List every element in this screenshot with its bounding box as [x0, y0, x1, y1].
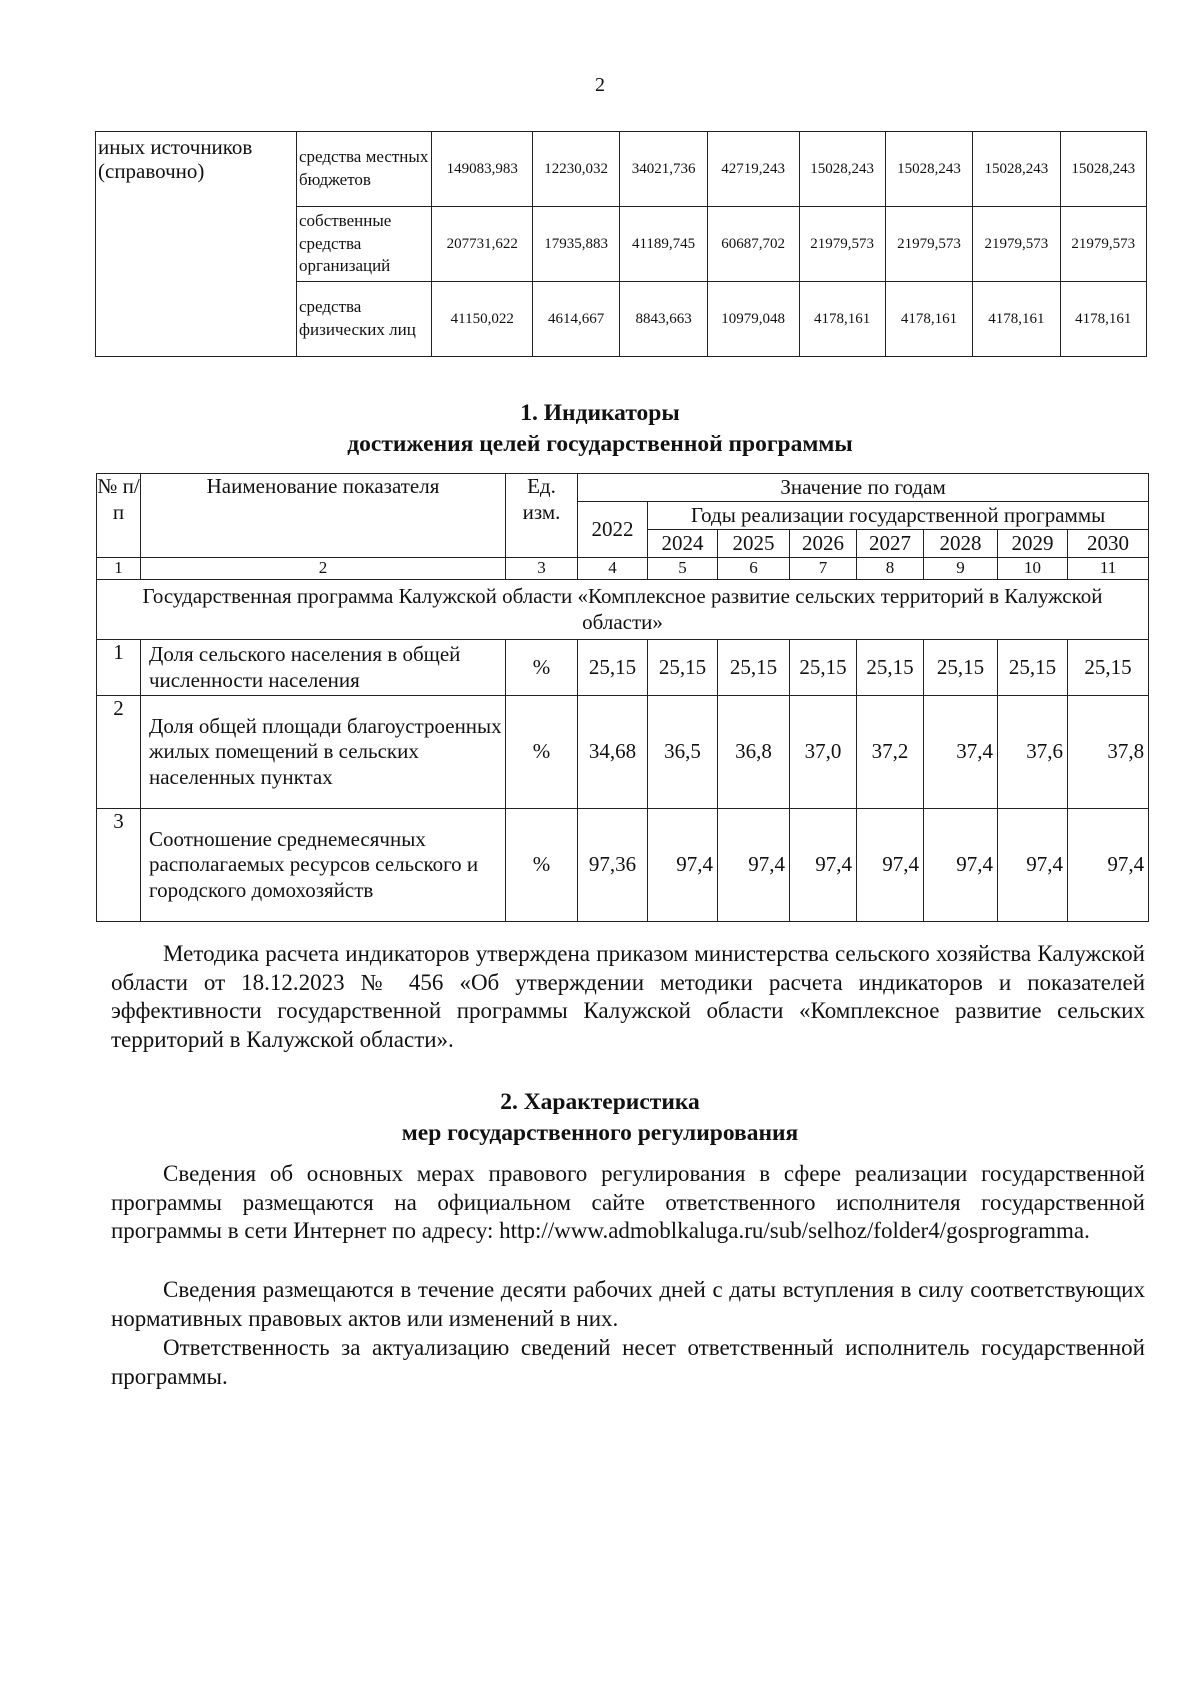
header-year: 2030	[1068, 530, 1149, 558]
row-value: 25,15	[718, 640, 790, 696]
row-value: 37,4	[924, 696, 998, 809]
table-row	[97, 696, 1149, 809]
funding-cell: 41150,022	[432, 282, 533, 357]
funding-cell: 10979,048	[707, 282, 799, 357]
header-values-by-year: Значение по годам	[578, 474, 1149, 502]
row-value: 36,8	[718, 696, 790, 809]
column-number: 6	[718, 558, 790, 580]
row-name: Доля сельского населения в общей численности населения	[141, 640, 506, 696]
funding-cell: 60687,702	[707, 207, 799, 282]
funding-row-label: средства физических лиц	[297, 282, 432, 357]
row-value: 34,68	[578, 696, 648, 809]
program-title: Государственная программа Калужской области «Комплексное развитие сельских территорий в Калужской области»	[97, 580, 1149, 640]
funding-cell: 4614,667	[532, 282, 619, 357]
row-value: 37,8	[1068, 696, 1149, 809]
row-value: 97,4	[857, 809, 924, 922]
row-value: 37,2	[857, 696, 924, 809]
row-value: 25,15	[998, 640, 1068, 696]
funding-table	[95, 131, 1147, 357]
header-year: 2029	[998, 530, 1068, 558]
column-number: 10	[998, 558, 1068, 580]
funding-cell: 4178,161	[973, 282, 1060, 357]
row-value: 25,15	[790, 640, 857, 696]
row-unit: %	[506, 640, 578, 696]
page-number: 2	[595, 74, 605, 96]
column-number: 2	[141, 558, 506, 580]
row-value: 25,15	[857, 640, 924, 696]
funding-cell: 207731,622	[432, 207, 533, 282]
table-row	[97, 809, 1149, 922]
row-unit: %	[506, 809, 578, 922]
column-number: 7	[790, 558, 857, 580]
row-value: 97,4	[718, 809, 790, 922]
funding-cell: 15028,243	[973, 132, 1060, 207]
row-value: 25,15	[1068, 640, 1149, 696]
method-paragraph: Методика расчета индикаторов утверждена приказом министерства сельского хозяйства Калужской области от 18.12.2023 № 456 «Об утверждении методики расчета индикаторов и показателей эффективности государственной программы Калужской области «Комплексное развитие сельских территорий в Калужской области».	[111, 941, 1145, 1052]
funding-source-label: иных источников (справочно)	[96, 132, 297, 357]
funding-cell: 21979,573	[1060, 207, 1146, 282]
funding-cell: 21979,573	[973, 207, 1060, 282]
row-name: Соотношение среднемесячных располагаемых ресурсов сельского и городского домохозяйств	[141, 809, 506, 922]
header-year: 2024	[648, 530, 718, 558]
publication-paragraph: Сведения размещаются в течение десяти рабочих дней с даты вступления в силу соответствующих нормативных правовых актов или изменений в них.	[111, 1277, 1145, 1331]
row-num: 2	[97, 696, 141, 809]
header-num: № п/п	[97, 474, 141, 558]
row-num: 1	[97, 640, 141, 696]
funding-row-label: собственные средства организаций	[297, 207, 432, 282]
regulation-paragraph: Сведения об основных мерах правового регулирования в сфере реализации государственной программы размещаются на официальном сайте ответственного исполнителя государственной программы в сети Интернет по адресу: http://www.admoblkaluga.ru/sub/selhoz/folder4/gosprogramma.	[111, 1161, 1145, 1243]
funding-cell: 8843,663	[620, 282, 707, 357]
row-value: 97,4	[998, 809, 1068, 922]
section2-title: 2. Характеристика	[500, 1089, 700, 1115]
row-value: 25,15	[924, 640, 998, 696]
column-number: 11	[1068, 558, 1149, 580]
row-value: 25,15	[648, 640, 718, 696]
funding-cell: 149083,983	[432, 132, 533, 207]
header-year: 2025	[718, 530, 790, 558]
funding-cell: 4178,161	[799, 282, 885, 357]
funding-cell: 42719,243	[707, 132, 799, 207]
funding-cell: 12230,032	[532, 132, 619, 207]
column-number-row	[97, 558, 1149, 580]
row-num: 3	[97, 809, 141, 922]
funding-cell: 41189,745	[620, 207, 707, 282]
header-impl-years: Годы реализации государственной программы	[648, 502, 1149, 530]
row-value: 97,36	[578, 809, 648, 922]
header-year: 2027	[857, 530, 924, 558]
row-value: 97,4	[1068, 809, 1149, 922]
funding-cell: 4178,161	[1060, 282, 1146, 357]
section1-title: 1. Индикаторы	[520, 400, 680, 426]
responsibility-paragraph: Ответственность за актуализацию сведений несет ответственный исполнитель государственной программы.	[111, 1335, 1145, 1389]
row-unit: %	[506, 696, 578, 809]
funding-cell: 15028,243	[1060, 132, 1146, 207]
table-row	[97, 640, 1149, 696]
funding-cell: 21979,573	[885, 207, 972, 282]
funding-cell: 17935,883	[532, 207, 619, 282]
section2-subtitle: мер государственного регулирования	[401, 1120, 799, 1146]
header-year: 2028	[924, 530, 998, 558]
program-title-row	[97, 580, 1149, 640]
row-value: 36,5	[648, 696, 718, 809]
funding-cell: 15028,243	[885, 132, 972, 207]
header-row	[97, 474, 1149, 502]
column-number: 4	[578, 558, 648, 580]
header-year: 2026	[790, 530, 857, 558]
row-value: 25,15	[578, 640, 648, 696]
header-base-year: 2022	[578, 502, 648, 558]
funding-cell: 34021,736	[620, 132, 707, 207]
row-value: 97,4	[924, 809, 998, 922]
section1-subtitle: достижения целей государственной программы	[347, 431, 853, 457]
row-value: 37,0	[790, 696, 857, 809]
column-number: 8	[857, 558, 924, 580]
row-value: 97,4	[648, 809, 718, 922]
column-number: 3	[506, 558, 578, 580]
header-name: Наименование показателя	[141, 474, 506, 558]
funding-row-label: средства местных бюджетов	[297, 132, 432, 207]
funding-cell: 4178,161	[885, 282, 972, 357]
row-value: 97,4	[790, 809, 857, 922]
funding-row	[96, 132, 1147, 207]
funding-cell: 15028,243	[799, 132, 885, 207]
row-name: Доля общей площади благоустроенных жилых помещений в сельских населенных пунктах	[141, 696, 506, 809]
row-value: 37,6	[998, 696, 1068, 809]
column-number: 9	[924, 558, 998, 580]
indicators-table	[96, 473, 1149, 922]
column-number: 1	[97, 558, 141, 580]
funding-cell: 21979,573	[799, 207, 885, 282]
column-number: 5	[648, 558, 718, 580]
header-unit: Ед. изм.	[506, 474, 578, 558]
